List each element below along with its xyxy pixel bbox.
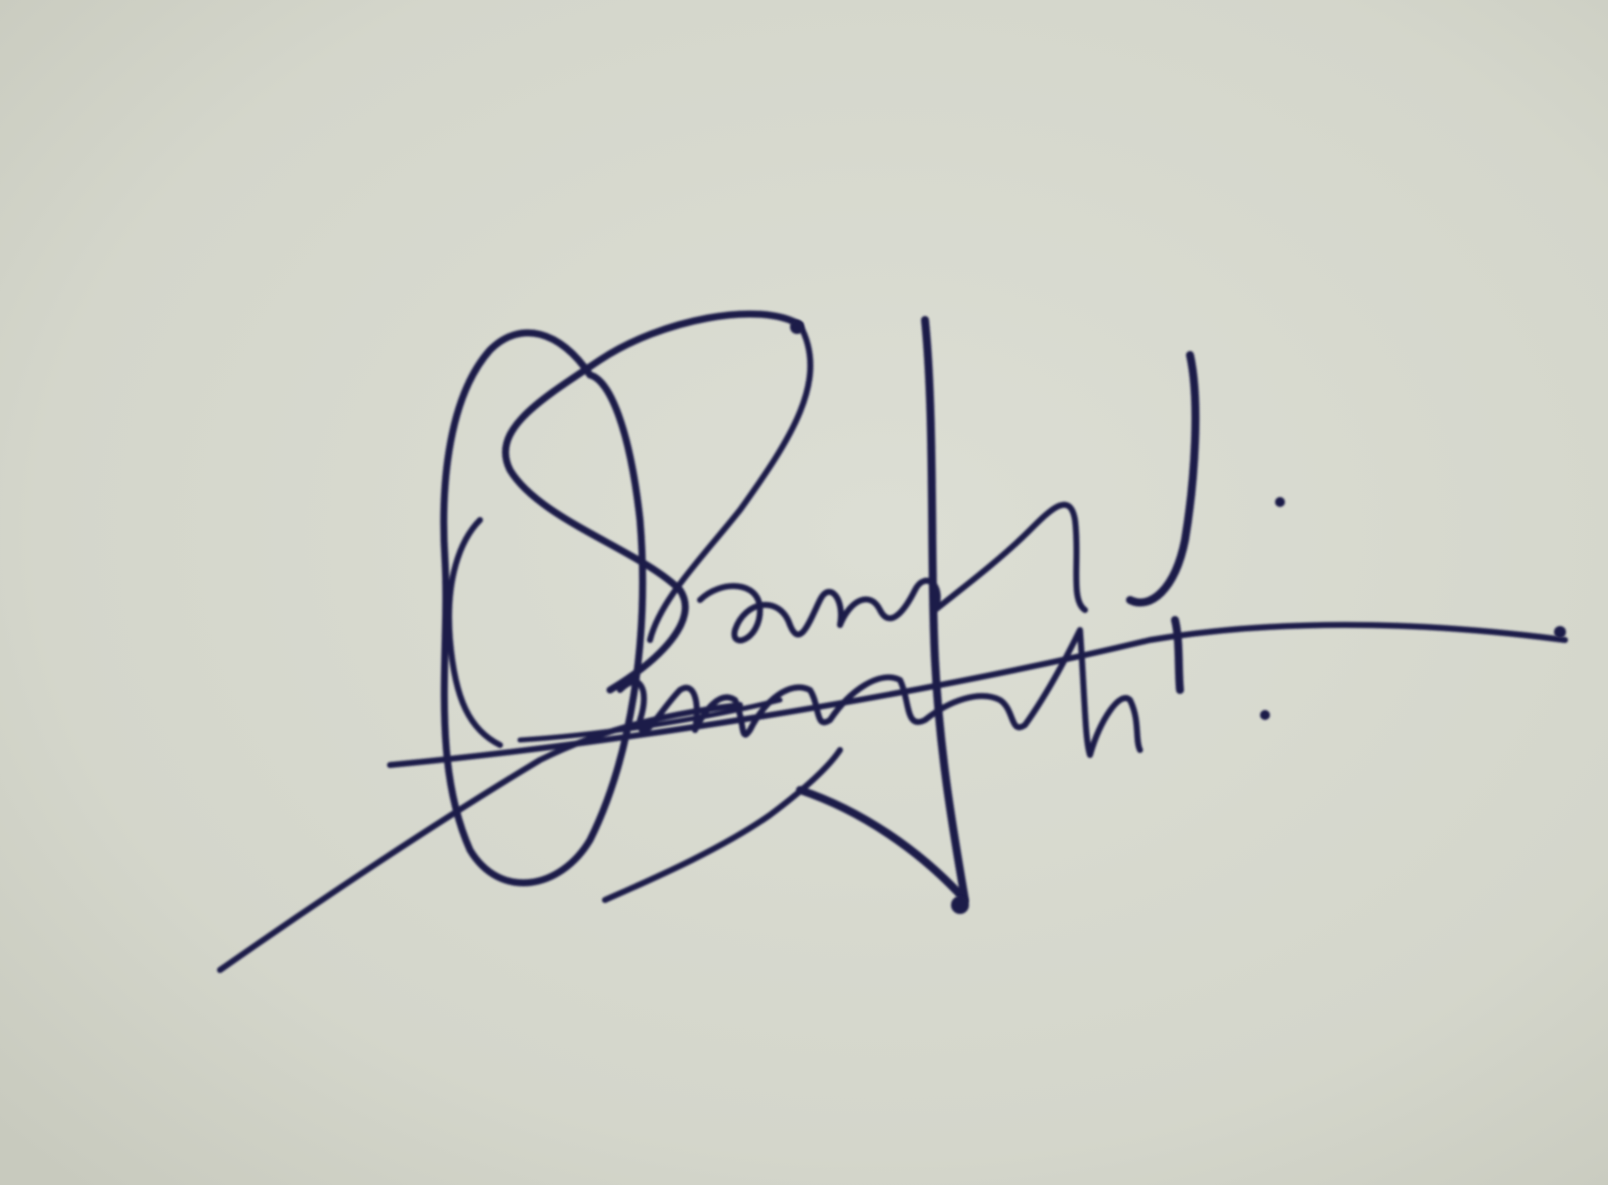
signature-dot-upper: [1275, 497, 1285, 507]
signature-ink-blob-top: [790, 320, 804, 334]
signature-dot-lower: [1260, 710, 1270, 720]
signature-ink-blob: [951, 896, 969, 914]
signature-dot-end: [1554, 626, 1566, 638]
